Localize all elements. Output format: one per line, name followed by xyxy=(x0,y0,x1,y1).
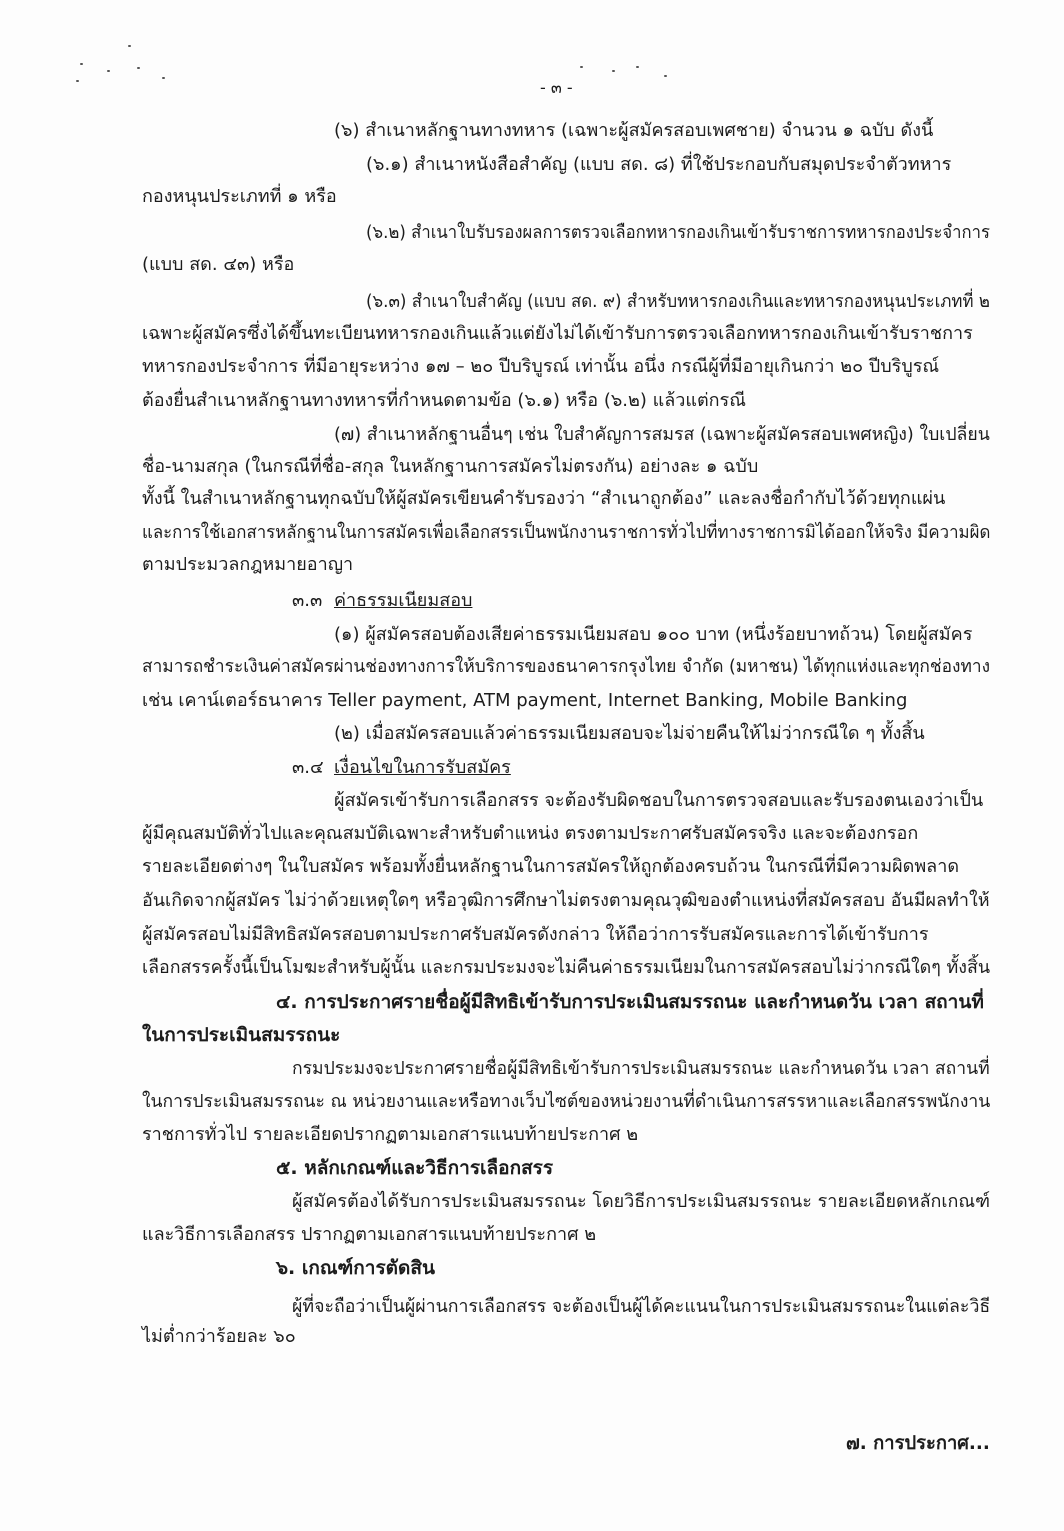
section-heading: เงื่อนไขในการรับสมัคร xyxy=(334,757,511,778)
section-heading: ในการประเมินสมรรถนะ xyxy=(142,1024,341,1046)
text-line: อันเกิดจากผู้สมัคร ไม่ว่าด้วยเหตุใดๆ หรือวุฒิการศึกษาไม่ตรงตามคุณวุฒิของตำแหน่งที่สมัครสอบ อันมีผลทำให้ xyxy=(142,890,990,911)
text-line: (๖) สำเนาหลักฐานทางทหาร (เฉพาะผู้สมัครสอบเพศชาย) จำนวน ๑ ฉบับ ดังนี้ xyxy=(334,120,934,141)
section-heading: ๕. หลักเกณฑ์และวิธีการเลือกสรร xyxy=(276,1157,554,1179)
text-line: ราชการทั่วไป รายละเอียดปรากฏตามเอกสารแนบท้ายประกาศ ๒ xyxy=(142,1124,639,1145)
text-line: ผู้สมัครต้องได้รับการประเมินสมรรถนะ โดยวิธีการประเมินสมรรถนะ รายละเอียดหลักเกณฑ์ xyxy=(292,1191,991,1212)
text-line: ผู้สมัครสอบไม่มีสิทธิสมัครสอบตามประกาศรับสมัครดังกล่าว ให้ถือว่าการรับสมัครและการได้เข้ารับการ xyxy=(142,924,929,945)
text-line: เฉพาะผู้สมัครซึ่งได้ขึ้นทะเบียนทหารกองเกินแล้วแต่ยังไม่ได้เข้ารับการตรวจเลือกทหารกองเกินเข้ารับราชการ xyxy=(142,323,973,344)
scan-speck xyxy=(162,77,165,79)
text-line: ตามประมวลกฎหมายอาญา xyxy=(142,554,354,575)
section-number: ๓.๔ xyxy=(292,757,324,778)
text-line: (๖.๓) สำเนาใบสำคัญ (แบบ สด. ๙) สำหรับทหารกองเกินและทหารกองหนุนประเภทที่ ๒ xyxy=(366,291,990,312)
text-line: (๖.๑) สำเนาหนังสือสำคัญ (แบบ สด. ๘) ที่ใช้ประกอบกับสมุดประจำตัวทหาร xyxy=(366,154,952,175)
text-line: (แบบ สด. ๔๓) หรือ xyxy=(142,254,295,275)
text-line: และการใช้เอกสารหลักฐานในการสมัครเพื่อเลือกสรรเป็นพนักงานราชการทั่วไปที่ทางราชการมิได้ออกให้จริง มีความผิด xyxy=(142,522,991,543)
section-number: ๓.๓ xyxy=(292,590,323,611)
text-line: ผู้ที่จะถือว่าเป็นผู้ผ่านการเลือกสรร จะต้องเป็นผู้ได้คะแนนในการประเมินสมรรถนะในแต่ละวิธี xyxy=(292,1296,991,1317)
text-line: (๖.๒) สำเนาใบรับรองผลการตรวจเลือกทหารกองเกินเข้ารับราชการทหารกองประจำการ xyxy=(366,222,990,243)
section-heading: ๔. การประกาศรายชื่อผู้มีสิทธิเข้ารับการประเมินสมรรถนะ และกำหนดวัน เวลา สถานที่ xyxy=(276,991,984,1013)
text-line: ผู้มีคุณสมบัติทั่วไปและคุณสมบัติเฉพาะสำหรับตำแหน่ง ตรงตามประกาศรับสมัครจริง และจะต้องกรอก xyxy=(142,823,919,844)
scan-speck xyxy=(137,67,140,69)
text-line: (๗) สำเนาหลักฐานอื่นๆ เช่น ใบสำคัญการสมรส (เฉพาะผู้สมัครสอบเพศหญิง) ใบเปลี่ยน xyxy=(334,424,990,445)
scan-speck xyxy=(76,80,79,82)
text-line: ทหารกองประจำการ ที่มีอายุระหว่าง ๑๗ – ๒๐ ปีบริบูรณ์ เท่านั้น อนึ่ง กรณีผู้ที่มีอายุเกินกว่า ๒๐ ปีบริบูรณ์ xyxy=(142,356,940,377)
text-line: ผู้สมัครเข้ารับการเลือกสรร จะต้องรับผิดชอบในการตรวจสอบและรับรองตนเองว่าเป็น xyxy=(334,790,984,811)
continuation-marker: ๗. การประกาศ... xyxy=(846,1432,990,1454)
scan-speck xyxy=(128,45,131,47)
text-line: ชื่อ-นามสกุล (ในกรณีที่ชื่อ-สกุล ในหลักฐานการสมัครไม่ตรงกัน) อย่างละ ๑ ฉบับ xyxy=(142,456,759,477)
text-line: (๒) เมื่อสมัครสอบแล้วค่าธรรมเนียมสอบจะไม่จ่ายคืนให้ไม่ว่ากรณีใด ๆ ทั้งสิ้น xyxy=(334,723,925,744)
scan-speck xyxy=(612,70,615,72)
scan-speck xyxy=(636,66,639,68)
text-line: ทั้งนี้ ในสำเนาหลักฐานทุกฉบับให้ผู้สมัครเขียนคำรับรองว่า “สำเนาถูกต้อง” และลงชื่อกำกับไว้ด้วยทุกแผ่น xyxy=(142,488,946,509)
scan-speck xyxy=(664,75,667,77)
page-number: - ๓ - xyxy=(540,78,573,97)
scan-speck xyxy=(107,70,110,72)
text-line: เลือกสรรครั้งนี้เป็นโมฆะสำหรับผู้นั้น และกรมประมงจะไม่คืนค่าธรรมเนียมในการสมัครสอบไม่ว่ากรณีใดๆ ทั้งสิ้น xyxy=(142,957,991,978)
text-line: ต้องยื่นสำเนาหลักฐานทางทหารที่กำหนดตามข้อ (๖.๑) หรือ (๖.๒) แล้วแต่กรณี xyxy=(142,390,746,411)
text-line: ไม่ต่ำกว่าร้อยละ ๖๐ xyxy=(142,1326,296,1347)
text-line: เช่น เคาน์เตอร์ธนาคาร Teller payment, ATM payment, Internet Banking, Mobile Banking xyxy=(142,690,908,711)
text-line: สามารถชำระเงินค่าสมัครผ่านช่องทางการให้บริการของธนาคารกรุงไทย จำกัด (มหาชน) ได้ทุกแห่งและทุกช่องทาง xyxy=(142,656,991,677)
text-line: และวิธีการเลือกสรร ปรากฏตามเอกสารแนบท้ายประกาศ ๒ xyxy=(142,1224,597,1245)
text-line: กรมประมงจะประกาศรายชื่อผู้มีสิทธิเข้ารับการประเมินสมรรถนะ และกำหนดวัน เวลา สถานที่ xyxy=(292,1058,990,1079)
text-line: รายละเอียดต่างๆ ในใบสมัคร พร้อมทั้งยื่นหลักฐานในการสมัครให้ถูกต้องครบถ้วน ในกรณีที่มีความผิดพลาด xyxy=(142,856,960,877)
text-line: ในการประเมินสมรรถนะ ณ หน่วยงานและหรือทางเว็บไซต์ของหน่วยงานที่ดำเนินการสรรหาและเลือกสรรพนักงาน xyxy=(142,1091,991,1112)
scan-speck xyxy=(80,63,83,65)
scan-speck xyxy=(580,66,583,68)
text-line: กองหนุนประเภทที่ ๑ หรือ xyxy=(142,186,337,207)
text-line: (๑) ผู้สมัครสอบต้องเสียค่าธรรมเนียมสอบ ๑๐๐ บาท (หนึ่งร้อยบาทถ้วน) โดยผู้สมัคร xyxy=(334,624,973,645)
section-heading: ค่าธรรมเนียมสอบ xyxy=(334,590,473,611)
section-heading: ๖. เกณฑ์การตัดสิน xyxy=(276,1257,435,1279)
